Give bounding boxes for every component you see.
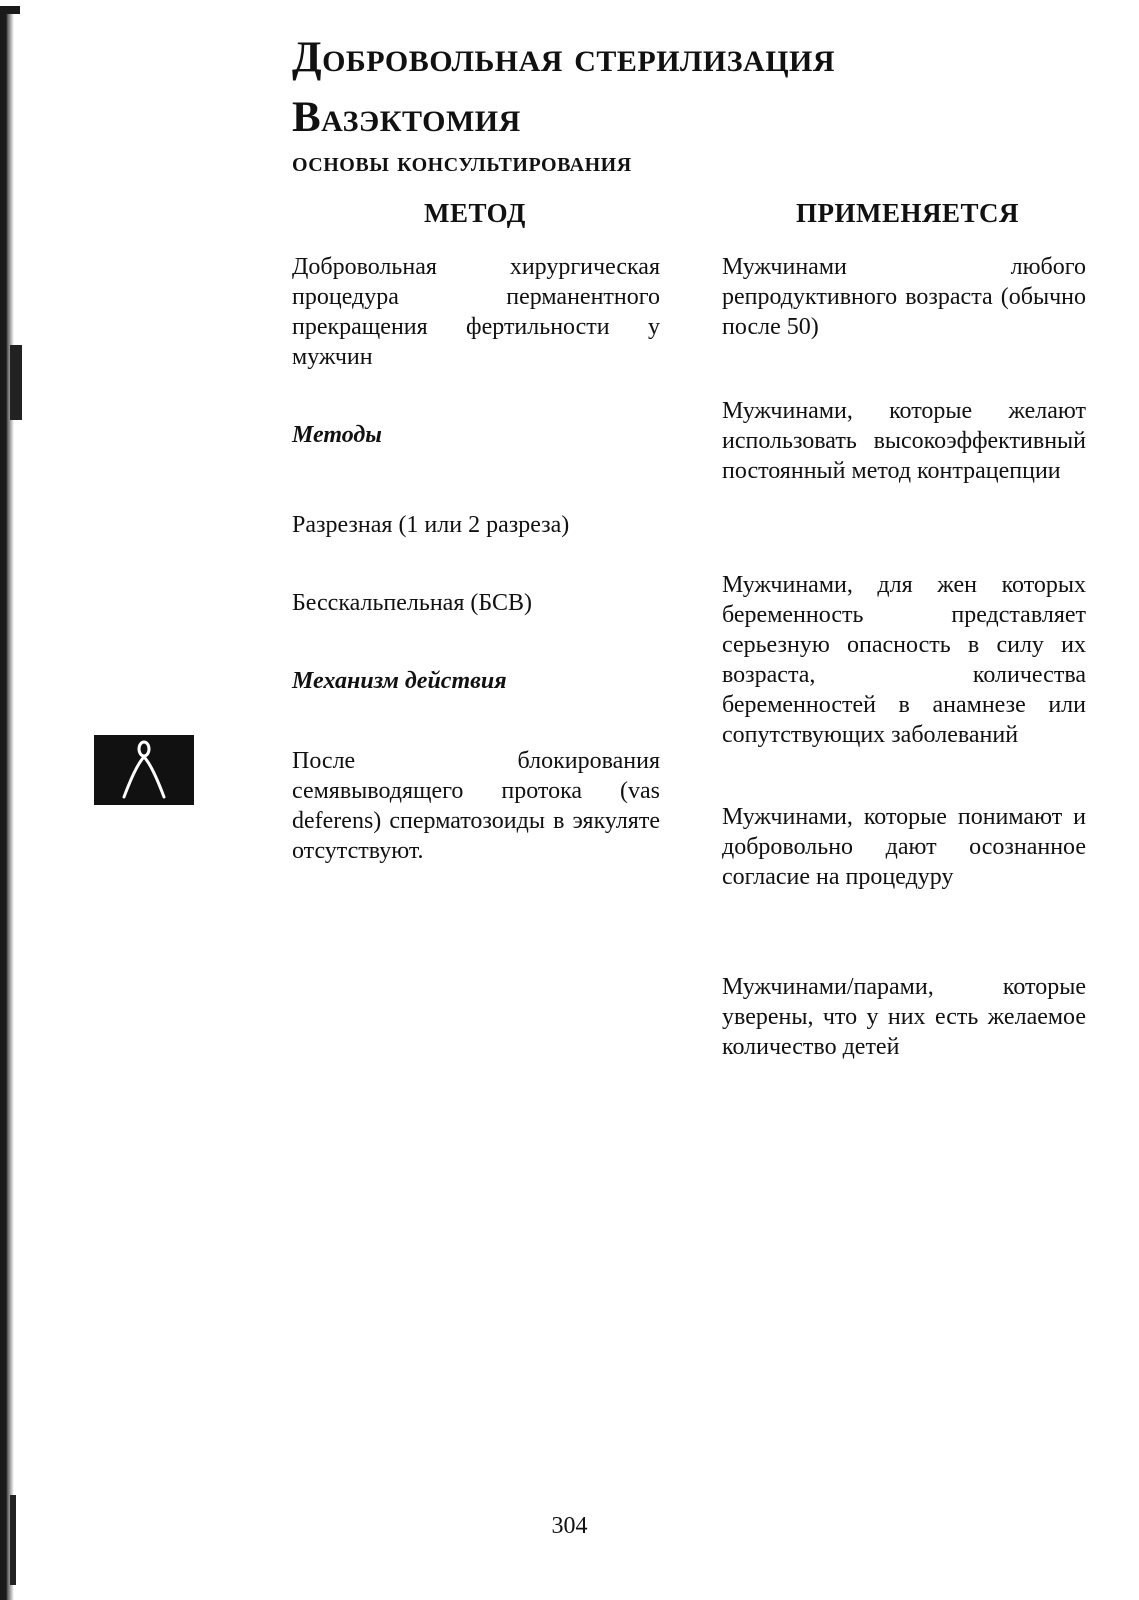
page-title: Добровольная стерилизация <box>292 34 836 81</box>
mechanism-heading: Механизм действия <box>292 668 507 694</box>
mechanism-text: После блокирования семявыводящего протока (vas deferens) сперматозоиды в эякуляте отсутствуют. <box>292 748 660 864</box>
page-number: 304 <box>551 1513 588 1539</box>
male-figure-icon-graphic <box>94 735 194 805</box>
method-incision: Разрезная (1 или 2 разреза) <box>292 512 570 538</box>
methods-heading: Методы <box>292 422 382 448</box>
binding-mark <box>10 345 22 420</box>
page-subtitle: Вазэктомия <box>292 94 521 141</box>
section-title: основы консультирования <box>292 146 632 178</box>
method-description: Добровольная хирургическая процедура перманентного прекращения фертильности у мужчин <box>292 254 660 370</box>
applies-item-3: Мужчинами, для жен которых беременность представляет серьезную опасность в силу их возраста, количества беременностей в анамнезе или сопутствующих заболеваний <box>722 572 1086 748</box>
page-binding-corner <box>0 6 20 14</box>
column-header-method: МЕТОД <box>424 198 526 228</box>
male-figure-icon <box>94 735 194 805</box>
applies-item-2: Мужчинами, которые желают использовать высокоэффективный постоянный метод контрацепции <box>722 398 1086 484</box>
binding-mark <box>10 1495 16 1585</box>
applies-item-1: Мужчинами любого репродуктивного возраста (обычно после 50) <box>722 254 1086 340</box>
applies-item-4: Мужчинами, которые понимают и добровольно дают осознанное согласие на процедуру <box>722 804 1086 890</box>
column-header-applies: ПРИМЕНЯЕТСЯ <box>796 198 1020 228</box>
method-no-scalpel: Бесскальпельная (БСВ) <box>292 590 532 616</box>
applies-item-5: Мужчинами/парами, которые уверены, что у них есть желаемое количество детей <box>722 974 1086 1060</box>
page-binding-edge <box>0 6 14 1600</box>
